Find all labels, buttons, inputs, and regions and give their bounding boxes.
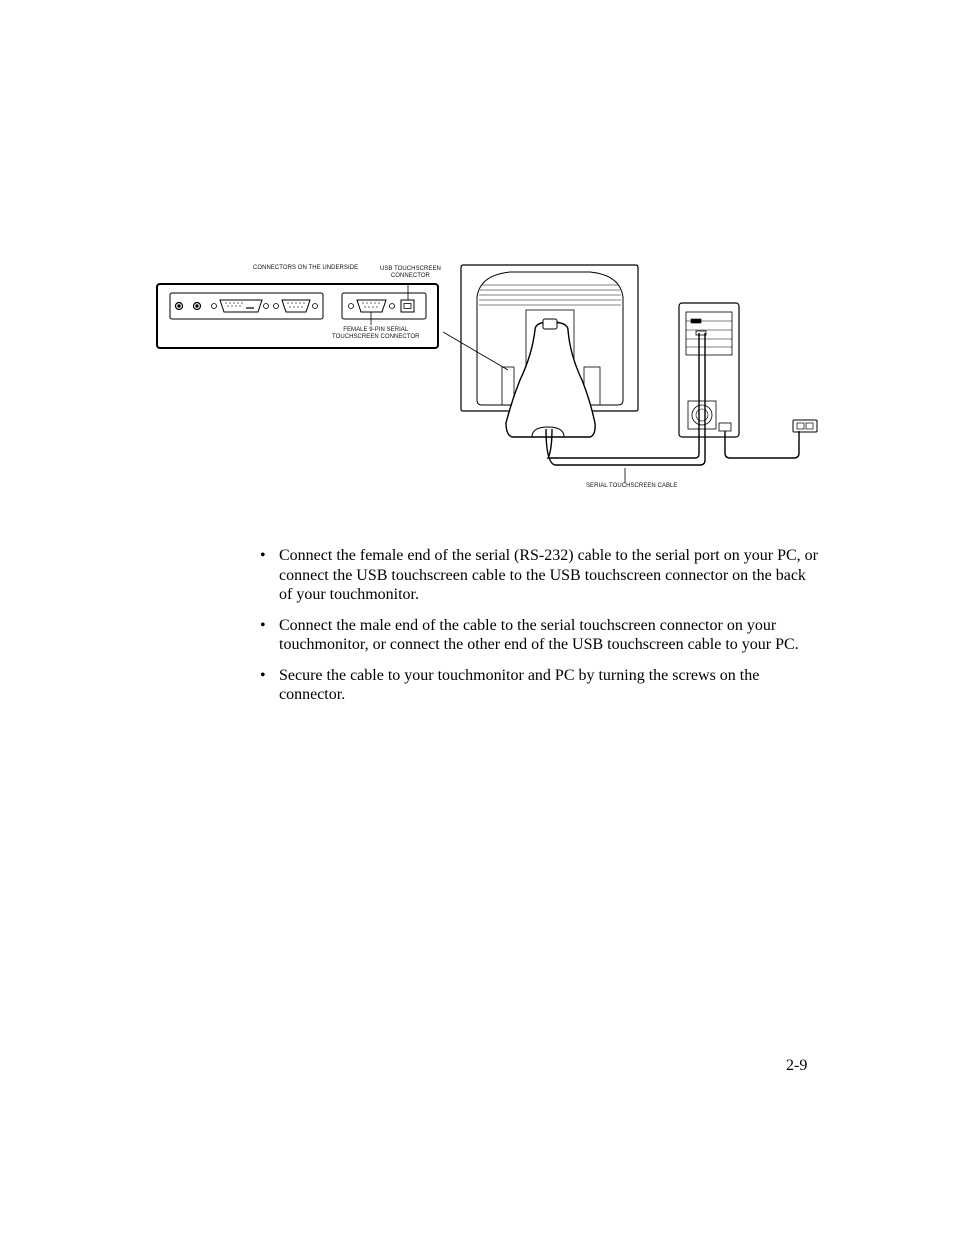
connection-diagram-drawing — [150, 255, 840, 505]
usb-connector-label-line2: CONNECTOR — [390, 273, 430, 279]
page-number: 2-9 — [786, 1057, 808, 1074]
serial-cable-label: SERIAL TOUCHSCREEN CABLE — [586, 483, 678, 489]
serial-connector-label-line2: TOUCHSCREEN CONNECTOR — [332, 334, 420, 340]
serial-connector-label — [332, 327, 420, 341]
monitor-back — [461, 265, 638, 437]
instruction-item — [258, 616, 818, 655]
connectors-underside-label: CONNECTORS ON THE UNDERSIDE — [253, 265, 359, 271]
usb-connector-label — [380, 266, 441, 280]
connection-diagram — [150, 255, 840, 505]
usb-connector-label-line1: USB TOUCHSCREEN — [380, 266, 441, 272]
instruction-text: Connect the male end of the cable to the serial touchscreen connector on your touchmonitor, or connect the other end of the USB touchscreen cable to your PC. — [279, 616, 799, 653]
instruction-text: Connect the female end of the serial (RS-232) cable to the serial port on your PC, or connect the USB touchscreen cable to the USB touchscreen connector on the back of your touchmonitor. — [279, 547, 818, 603]
bullet-symbol: • — [260, 666, 266, 684]
bullet-symbol: • — [260, 547, 266, 564]
instruction-list — [258, 546, 818, 716]
bullet-symbol: • — [260, 616, 266, 634]
instruction-item — [258, 666, 818, 705]
serial-connector-label-line1: FEMALE 9-PIN SERIAL — [343, 327, 409, 333]
pc-tower — [679, 303, 739, 437]
instruction-item — [258, 546, 818, 605]
instruction-text: Secure the cable to your touchmonitor and PC by turning the screws on the connector. — [279, 666, 760, 703]
